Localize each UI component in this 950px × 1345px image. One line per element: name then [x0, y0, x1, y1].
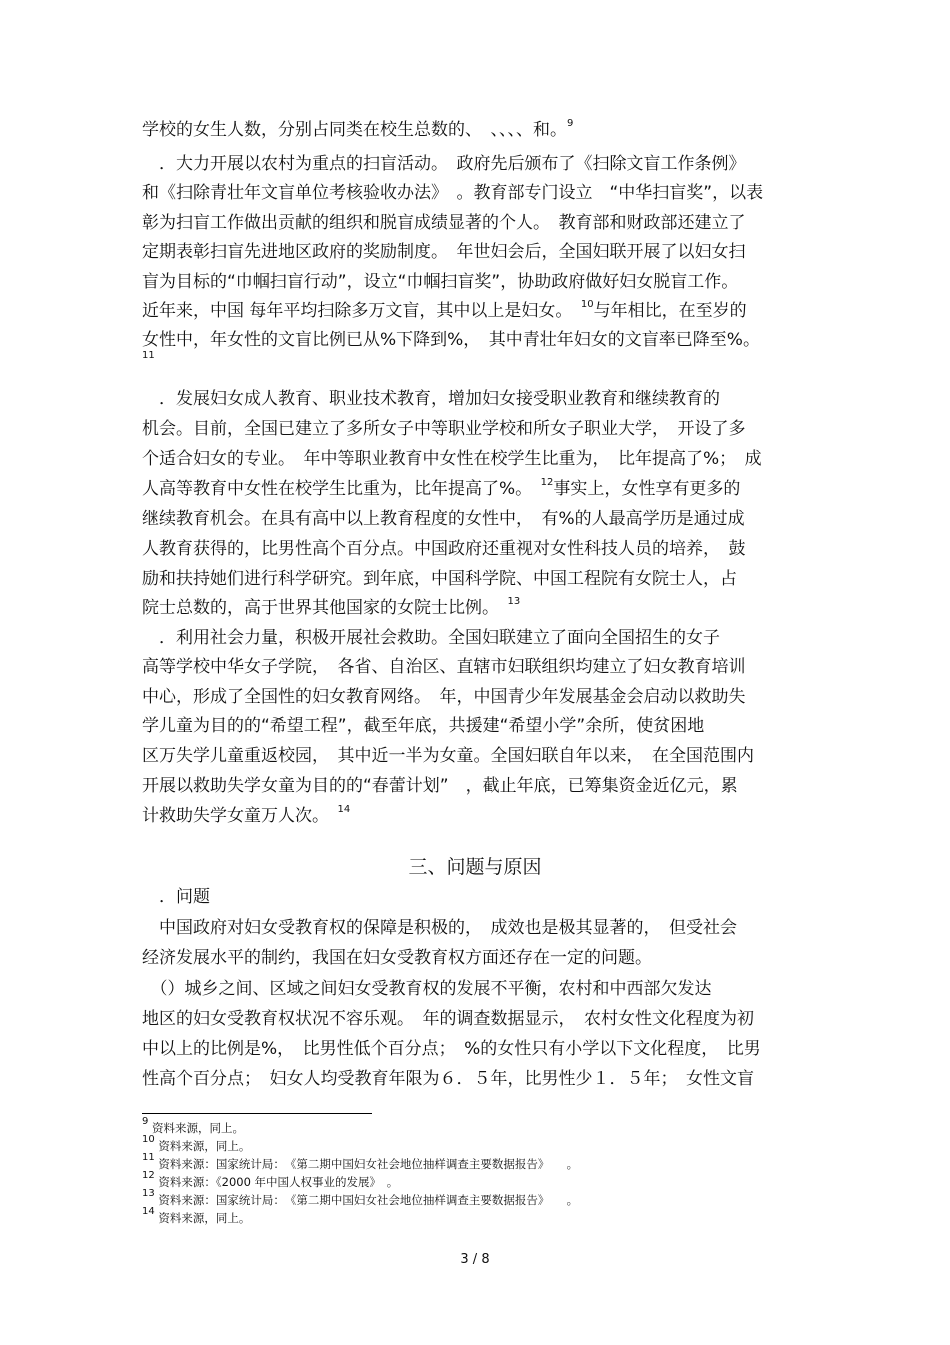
body-line: 彰为扫盲工作做出贡献的组织和脱盲成绩显著的个人。 教育部和财政部还建立了 [142, 213, 746, 233]
footnote: $^9$ 资料来源，同上。 [142, 1116, 245, 1135]
page-number: 3 / 8 [460, 1252, 490, 1267]
body-line: 院士总数的，高于世界其他国家的女院士比例。 $^{13}$ [142, 596, 521, 618]
body-line: 盲为目标的“巾帼扫盲行动”，设立“巾帼扫盲奖”，协助政府做好妇女脱盲工作。 [142, 272, 739, 292]
section-line: 经济发展水平的制约，我国在妇女受教育权方面还存在一定的问题。 [142, 948, 652, 968]
footnote: $^{12}$ 资料来源：《2000 年中国人权事业的发展》 。 [142, 1170, 399, 1189]
footnote-divider [142, 1113, 372, 1114]
body-line: 近年来，中国 每年平均扫除多万文盲，其中以上是妇女。 $^{10}$与年相比，在至岁的 [142, 299, 747, 321]
body-line: 学儿童为目的的“希望工程”，截至年底，共援建“希望小学”余所，使贫困地 [142, 716, 705, 736]
body-line: 人高等教育中女性在校学生比重为，比年提高了%。 $^{12}$事实上，女性享有更多的 [142, 477, 741, 499]
body-line: 开展以救助失学女童为目的的“春蕾计划” ，截止年底，已筹集资金近亿元，累 [142, 776, 738, 796]
body-line: 人教育获得的，比男性高个百分点。中国政府还重视对女性科技人员的培养， 鼓 [142, 539, 746, 559]
body-line: ．大力开展以农村为重点的扫盲活动。 政府先后颁布了《扫除文盲工作条例》 [142, 154, 746, 174]
body-line: 高等学校中华女子学院， 各省、自治区、直辖市妇联组织均建立了妇女教育培训 [142, 657, 746, 677]
body-line: 机会。目前，全国已建立了多所女子中等职业学校和所女子职业大学， 开设了多 [142, 419, 746, 439]
body-line: 中心，形成了全国性的妇女教育网络。 年，中国青少年发展基金会启动以救助失 [142, 687, 746, 707]
body-line: 继续教育机会。在具有高中以上教育程度的女性中， 有%的人最高学历是通过成 [142, 509, 745, 529]
section-line: ．问题 [142, 887, 210, 907]
body-line: 学校的女生人数，分别占同类在校生总数的、 、、、、和。$^9$ [142, 118, 574, 140]
body-line: ．利用社会力量，积极开展社会救助。全国妇联建立了面向全国招生的女子 [142, 628, 720, 648]
section-heading: 三、问题与原因 [408, 856, 542, 878]
body-line: 11 [142, 350, 155, 361]
body-line: 和《扫除青壮年文盲单位考核验收办法》 。教育部专门设立 “中华扫盲奖”，以表 [142, 183, 764, 203]
section-line: 中以上的比例是%， 比男性低个百分点； %的女性只有小学以下文化程度， 比男 [142, 1039, 761, 1059]
footnote: $^{13}$ 资料来源：国家统计局： 《第二期中国妇女社会地位抽样调查主要数据报告》 。 [142, 1188, 579, 1207]
body-line: 定期表彰扫盲先进地区政府的奖励制度。 年世妇会后，全国妇联开展了以妇女扫 [142, 242, 746, 262]
body-line: 励和扶持她们进行科学研究。到年底，中国科学院、中国工程院有女院士人，占 [142, 569, 737, 589]
body-line: 计救助失学女童万人次。 $^{14}$ [142, 804, 351, 826]
body-line: 个适合妇女的专业。 年中等职业教育中女性在校学生比重为， 比年提高了%； 成 [142, 449, 762, 469]
body-line: 区万失学儿童重返校园， 其中近一半为女童。全国妇联自年以来， 在全国范围内 [142, 746, 754, 766]
section-line: 性高个百分点； 妇女人均受教育年限为６．５年，比男性少１．５年； 女性文盲 [142, 1069, 754, 1089]
body-line: ．发展妇女成人教育、职业技术教育，增加妇女接受职业教育和继续教育的 [142, 389, 720, 409]
section-line: 地区的妇女受教育权状况不容乐观。 年的调查数据显示， 农村女性文化程度为初 [142, 1009, 754, 1029]
footnote: $^{11}$ 资料来源：国家统计局： 《第二期中国妇女社会地位抽样调查主要数据报告》 。 [142, 1152, 579, 1171]
body-line: 女性中，年女性的文盲比例已从%下降到%， 其中青壮年妇女的文盲率已降至%。 [142, 330, 760, 350]
footnote: $^{10}$ 资料来源，同上。 [142, 1134, 251, 1153]
section-line: 中国政府对妇女受教育权的保障是积极的， 成效也是极其显著的， 但受社会 [142, 918, 737, 938]
section-line: （）城乡之间、区域之间妇女受教育权的发展不平衡，农村和中西部欠发达 [142, 979, 712, 999]
footnote: $^{14}$ 资料来源，同上。 [142, 1206, 251, 1225]
